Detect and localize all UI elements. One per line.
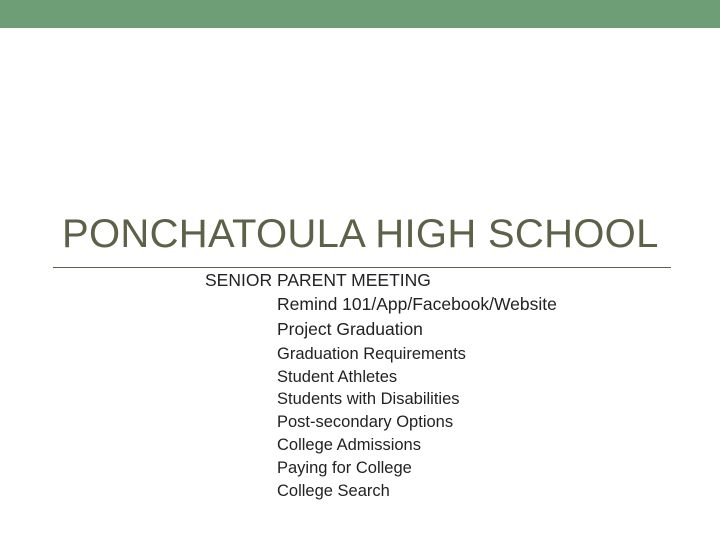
agenda-item: Paying for College bbox=[277, 459, 412, 477]
agenda-item: Project Graduation bbox=[277, 319, 423, 339]
agenda-item: College Admissions bbox=[277, 436, 421, 454]
slide-subtitle: SENIOR PARENT MEETING bbox=[205, 270, 431, 290]
slide-title: PONCHATOULA HIGH SCHOOL bbox=[62, 212, 659, 256]
accent-bar bbox=[0, 0, 720, 28]
agenda-item: Post-secondary Options bbox=[277, 413, 454, 431]
title-divider bbox=[53, 267, 671, 268]
agenda-item: Remind 101/App/Facebook/Website bbox=[277, 294, 557, 314]
agenda-item: Student Athletes bbox=[277, 368, 398, 386]
agenda-item: Students with Disabilities bbox=[277, 390, 460, 408]
agenda-item: Graduation Requirements bbox=[277, 345, 466, 363]
agenda-item: College Search bbox=[277, 482, 390, 500]
